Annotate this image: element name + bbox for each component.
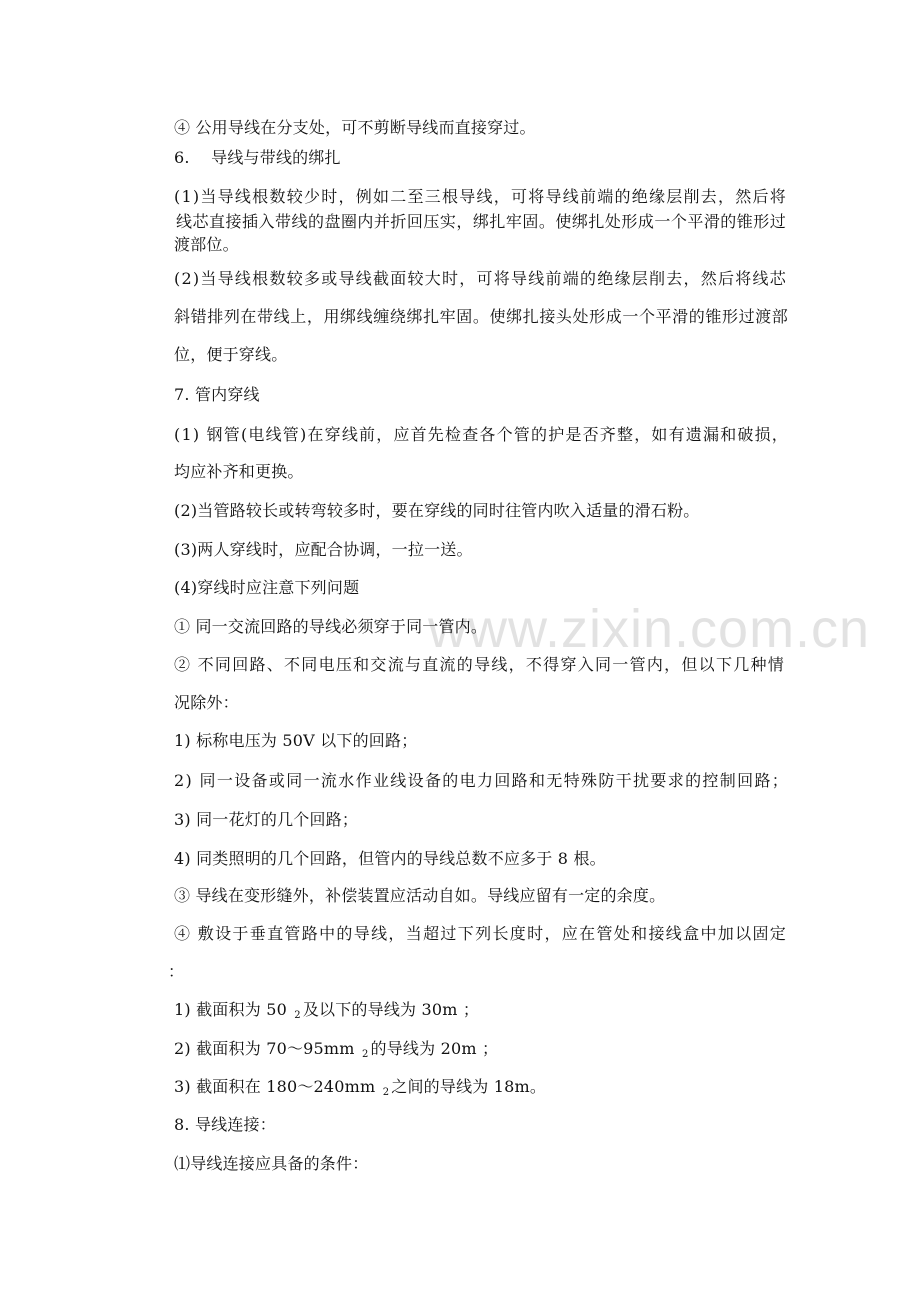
watermark: www.zixin.com.cn <box>428 599 871 659</box>
text-line: 线芯直接插入带线的盘圈内并折回压实，绑扎牢固。使绑扎处形成一个平滑的锥形过 <box>176 212 787 231</box>
text-line: (4)穿线时应注意下列问题 <box>174 578 360 597</box>
list-item: 4) 同类照明的几个回路，但管内的导线总数不应多于 8 根。 <box>174 849 606 868</box>
text-line: ② 不同回路、不同电压和交流与直流的导线，不得穿入同一管内，但以下几种情 <box>174 655 786 674</box>
section-heading: 7. 管内穿线 <box>174 385 260 404</box>
text-line: ④ 公用导线在分支处，可不剪断导线而直接穿过。 <box>174 118 536 137</box>
list-item: 3) 同一花灯的几个回路； <box>174 810 359 829</box>
text-line: (3)两人穿线时，应配合协调，一拉一送。 <box>174 540 473 559</box>
list-item-text: 3) 截面积在 180～240mm <box>174 1077 381 1096</box>
text-line: 位，便于穿线。 <box>174 345 288 364</box>
section-heading: 8. 导线连接： <box>174 1115 276 1134</box>
text-line: 渡部位。 <box>174 235 239 254</box>
text-line: 斜错排列在带线上，用绑线缠绕绑扎牢固。使绑扎接头处形成一个平滑的锥形过渡部 <box>174 307 789 326</box>
text-line: (1) 钢管(电线管)在穿线前，应首先检查各个管的护是否齐整，如有遗漏和破损， <box>174 425 789 444</box>
text-line: ： <box>168 962 185 981</box>
text-line: (2)当导线根数较多或导线截面较大时，可将导线前端的绝缘层削去，然后将线芯 <box>174 269 788 288</box>
list-item: 1) 标称电压为 50V 以下的回路； <box>174 731 418 750</box>
superscript-exponent: 2 <box>361 1049 369 1060</box>
list-item: 2) 同一设备或同一流水作业线设备的电力回路和无特殊防干扰要求的控制回路； <box>174 771 790 790</box>
list-item <box>174 1077 546 1100</box>
list-item-text: 1) 截面积为 50 <box>174 1000 293 1019</box>
superscript-exponent: 2 <box>294 1010 301 1021</box>
section-heading: 6. 导线与带线的绑扎 <box>174 148 341 167</box>
text-line: ① 同一交流回路的导线必须穿于同一管内。 <box>174 617 488 636</box>
text-line: (2)当管路较长或转弯较多时，要在穿线的同时往管内吹入适量的滑石粉。 <box>174 501 700 520</box>
text-line: 况除外： <box>174 693 239 712</box>
superscript-exponent: 2 <box>382 1087 390 1098</box>
list-item-text: 及以下的导线为 30m ； <box>302 1000 480 1019</box>
list-item-text: 2) 截面积为 70～95mm <box>174 1039 360 1058</box>
text-line: 均应补齐和更换。 <box>174 462 304 481</box>
text-line: ③ 导线在变形缝外，补偿装置应活动自如。导线应留有一定的余度。 <box>174 886 666 905</box>
text-line: ⑴导线连接应具备的条件： <box>174 1154 369 1173</box>
list-item-text: 之间的导线为 18m。 <box>391 1077 547 1096</box>
text-line: ④ 敷设于垂直管路中的导线，当超过下列长度时，应在管处和接线盒中加以固定 <box>174 924 788 943</box>
list-item-text: 的导线为 20m ； <box>370 1039 499 1058</box>
list-item <box>174 1039 498 1062</box>
text-line: (1)当导线根数较少时，例如二至三根导线，可将导线前端的绝缘层削去，然后将 <box>174 187 788 206</box>
list-item <box>174 1000 479 1023</box>
